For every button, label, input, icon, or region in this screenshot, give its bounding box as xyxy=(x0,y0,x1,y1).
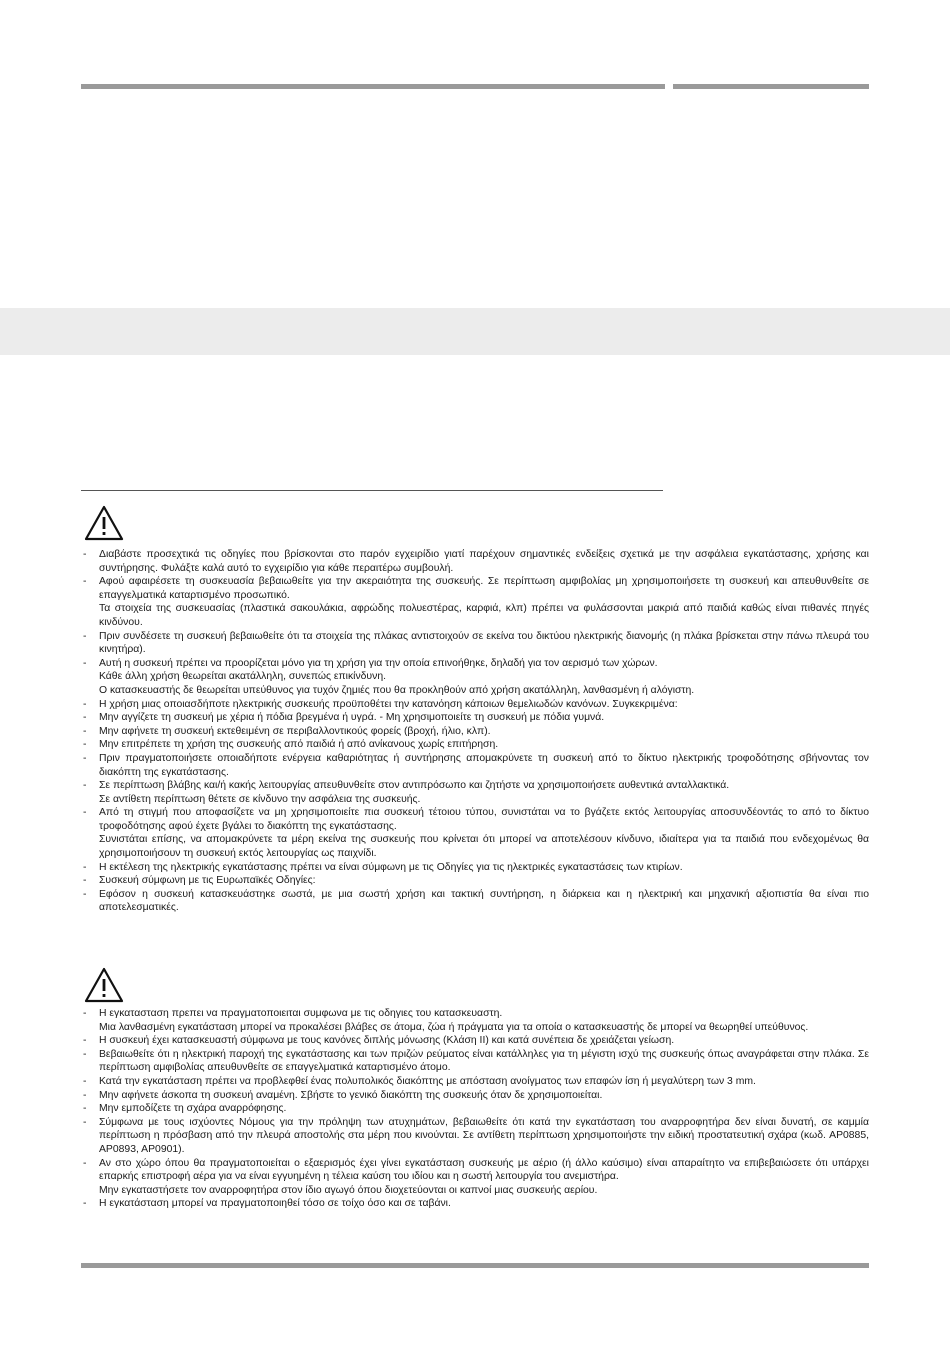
bullet-item: - Η εγκατάσταση μπορεί να πραγματοποιηθεί τόσο σε τοίχο όσο και σε ταβάνι. xyxy=(81,1197,869,1211)
bullet-item: - Πριν συνδέσετε τη συσκευή βεβαιωθείτε ότι τα στοιχεία της πλάκας αντιστοιχούν σε εκείνα του δικτύου ηλεκτρικής διανομής (η πλάκα βρίσκεται στην πάνω πλευρά του κινητήρα). xyxy=(81,630,869,657)
bullet-item: - Από τη στιγμή που αποφασίζετε να μη χρησιμοποιείτε πια συσκευή τέτοιου τύπου, συνιστάται να το βγάζετε εκτός λειτουργίας αποσυνδέοντάς το από το δίκτυο τροφοδότησης αφού έχετε βγάλει το διακόπτη της εγκατάστασης. xyxy=(81,806,869,833)
bullet-item: - Αυτή η συσκευή πρέπει να προορίζεται μόνο για τη χρήση για την οποία επινοήθηκε, δηλαδή για τον αερισμό των χώρων. xyxy=(81,657,869,671)
top-rule-right xyxy=(673,84,869,89)
bullet-item: - Μην εμποδίζετε τη σχάρα αναρρόφησης. xyxy=(81,1102,869,1116)
safety-instructions-list xyxy=(81,548,869,915)
bottom-rule xyxy=(81,1263,869,1268)
bullet-item: - Συσκευή σύμφωνη με τις Ευρωπαϊκές Οδηγίες: xyxy=(81,874,869,888)
bullet-item: - Η εγκατασταση πρεπει να πραγματοποιειται συμφωνα με τις οδηγιες του κατασκευαστη. xyxy=(81,1007,869,1021)
bullet-item: - Η εκτέλεση της ηλεκτρικής εγκατάστασης πρέπει να είναι σύμφωνη με τις Οδηγίες για τις ηλεκτρικές εγκαταστάσεις των κτιρίων. xyxy=(81,861,869,875)
bullet-item: - Διαβάστε προσεχτικά τις οδηγίες που βρίσκονται στο παρόν εγχειρίδιο γιατί παρέχουν σημαντικές ενδείξεις σχετικά με την ασφάλεια εγκατάστασης, χρήσης και συντήρησης. Φυλάξτε καλά αυτό το εγχειρίδιο για κάθε περαιτέρω συμβουλή. xyxy=(81,548,869,575)
bullet-item: - Εφόσον η συσκευή κατασκευάστηκε σωστά, με μια σωστή χρήση και τακτική συντήρηση, η διάρκεια και η ηλεκτρική και μηχανική αξιοπιστία θα είναι πιο αποτελεσματικές. xyxy=(81,888,869,915)
bullet-item: - Η χρήση μιας οποιασδήποτε ηλεκτρικής συσκευής προϋποθέτει την κατανόηση κάποιων θεμελιωδών κανόνων. Συγκεκριμένα: xyxy=(81,698,869,712)
bullet-item: - Αφού αφαιρέσετε τη συσκευασία βεβαιωθείτε για την ακεραιότητα της συσκευής. Σε περίπτωση αμφιβολίας μη χρησιμοποιήσετε τη συσκευή και απευθυνθείτε σε επαγγελματικά καταρτισμένο προσωπικό. xyxy=(81,575,869,602)
warning-triangle-icon xyxy=(84,967,124,1003)
top-rule-left xyxy=(81,84,665,89)
continuation-paragraph: Τα στοιχεία της συσκευασίας (πλαστικά σακουλάκια, αφρώδης πολυεστέρας, καρφιά, κλπ) πρέπει να φυλάσσονται μακριά από παιδιά καθώς είναι πιθανές πηγές κινδύνου. xyxy=(99,603,869,628)
bullet-item: - Σύμφωνα με τους ισχύοντες Νόμους για την πρόληψη των ατυχημάτων, βεβαιωθείτε ότι κατά την εγκατάσταση του αναρροφητήρα δεν είναι δυνατή, σε καμμία περίπτωση η πρόσβαση από την πλευρά αποστολής στα μέρη που κινούνται. Σε αντίθετη περίπτωση χρησιμοποιήστε την ειδική προστατευτική σχάρα (κωδ. AP0885, AP0893, AP0901). xyxy=(81,1116,869,1157)
continuation-paragraph: Σε αντίθετη περίπτωση θέτετε σε κίνδυνο την ασφάλεια της συσκευής. xyxy=(99,793,421,805)
continuation-paragraph: Κάθε άλλη χρήση θεωρείται ακατάλληλη, συνεπώς επικίνδυνη. xyxy=(99,671,386,683)
bullet-item: - Κατά την εγκατάσταση πρέπει να προβλεφθεί ένας πολυπολικός διακόπτης με απόσταση ανοίγματος των επαφών ίση ή μεγαλύτερη των 3 mm. xyxy=(81,1075,869,1089)
bullet-item: - Αν στο χώρο όπου θα πραγματοποιείται ο εξαερισμός έχει γίνει εγκατάσταση συσκευής με αέριο (ή άλλο καύσιμο) είναι απαραίτητο να επιβεβαιώσετε ότι υπάρχει επαρκής επιστροφή αέρα για να είναι εγγυημένη η τέλεια καύση του ιδίου και η σωστή λειτουργία του ανεμιστήρα. xyxy=(81,1157,869,1184)
continuation-paragraph: Ο κατασκευαστής δε θεωρείται υπεύθυνος για τυχόν ζημιές που θα προκληθούν από χρήση ακατάλληλη, λανθασμένη ή αλόγιστη. xyxy=(99,684,695,696)
section-title-band xyxy=(0,308,950,355)
continuation-paragraph: Μην εγκαταστήσετε τον αναρροφητήρα στον ίδιο αγωγό όπου διοχετεύονται οι καπνοί μιας συσκευής αερίου. xyxy=(99,1184,598,1196)
continuation-paragraph: Συνιστάται επίσης, να απομακρύνετε τα μέρη εκείνα της συσκευής που κρίνεται ότι μπορεί να αποτελέσουν κίνδυνο, ιδιαίτερα για τα παιδιά που ενδεχομένως θα χρησιμοποιήσουν τη συσκευή εκτός λειτουργίας ως παιχνίδι. xyxy=(99,834,869,860)
section-divider xyxy=(81,490,663,491)
bullet-item: - Μην αφήνετε άσκοπα τη συσκευή αναμένη. Σβήστε το γενικό διακόπτη της συσκευής όταν δε χρησιμοποιείται. xyxy=(81,1089,869,1103)
bullet-item: - Βεβαιωθείτε ότι η ηλεκτρική παροχή της εγκατάστασης και των πριζών ρεύματος είναι κατάλληλες για τη μέγιστη ισχύ της συσκευής όπως αναγράφεται στην πλάκα. Σε περίπτωση αμφιβολίας απευθυνθείτε σε επαγγελματικά καταρτισμένο άτομο. xyxy=(81,1048,869,1075)
warning-triangle-icon xyxy=(84,505,124,541)
bullet-item: - Μην αφήνετε τη συσκευή εκτεθειμένη σε περιβαλλοντικούς φορείς (βροχή, ήλιο, κλπ). xyxy=(81,725,869,739)
bullet-item: - Σε περίπτωση βλάβης και/ή κακής λειτουργίας απευθυνθείτε στον αντιπρόσωπο και ζητήστε να χρησιμοποιήσετε αυθεντικά ανταλλακτικά. xyxy=(81,779,869,793)
bullet-item: - Η συσκευή έχει κατασκευαστή σύμφωνα με τους κανόνες διπλής μόνωσης (Κλάση ΙΙ) και κατά συνέπεια δε χρειάζεται γείωση. xyxy=(81,1034,869,1048)
bullet-item: - Πριν πραγματοποιήσετε οποιαδήποτε ενέργεια καθαριότητας ή συντήρησης απομακρύνετε τη συσκευή από το δίκτυο ηλεκτρικής τροφοδότησης σβήνοντας τον διακόπτη της εγκατάστασης. xyxy=(81,752,869,779)
installation-instructions-list xyxy=(81,1007,869,1211)
continuation-paragraph: Μια λανθασμένη εγκατάσταση μπορεί να προκαλέσει βλάβες σε άτομα, ζώα ή πράγματα για τα οποία ο κατασκευαστής δε μπορεί να θεωρηθεί υπεύθυνος. xyxy=(99,1021,809,1033)
bullet-item: - Μην αγγίζετε τη συσκευή με χέρια ή πόδια βρεγμένα ή υγρά. - Μη χρησιμοποιείτε τη συσκευή με πόδια γυμνά. xyxy=(81,711,869,725)
bullet-item: - Μην επιτρέπετε τη χρήση της συσκευής από παιδιά ή από ανίκανους χωρίς επιτήρηση. xyxy=(81,738,869,752)
